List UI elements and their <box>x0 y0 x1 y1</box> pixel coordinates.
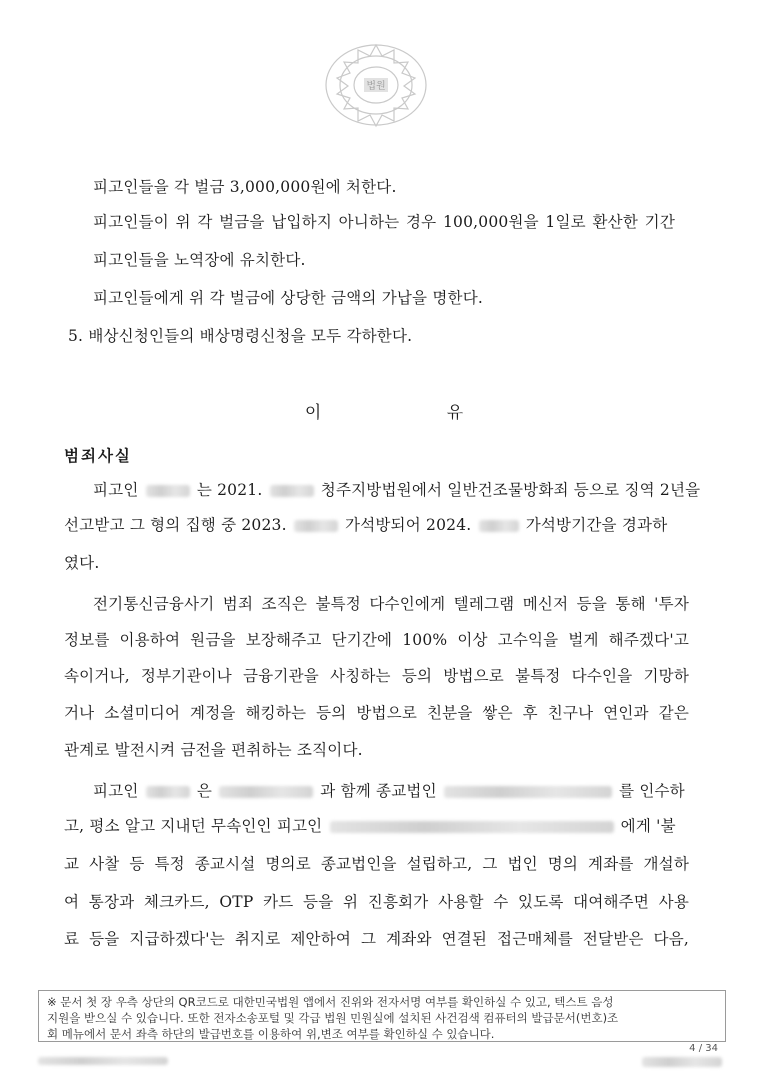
fact-line-3: 였다. <box>64 554 100 572</box>
redaction <box>444 786 612 798</box>
org-line: 거나 소셜미디어 계정을 해킹하는 등의 방법으로 친분을 쌓은 후 친구나 연인과 같은 <box>64 704 689 722</box>
act-line: 료 등을 지급하겠다'는 취지로 제안하여 그 계좌와 연결된 접근매체를 전달받은 다음, <box>64 930 689 948</box>
paragraph-line: 피고인들이 위 각 벌금을 납입하지 아니하는 경우 100,000원을 1일로 환산한 기간 <box>93 213 675 231</box>
redaction <box>330 821 614 833</box>
act-text: 피고인 <box>93 782 139 800</box>
act-line: 교 사찰 등 특정 종교시설 명의로 종교법인을 설립하고, 그 법인 명의 계좌를 개설하 <box>64 855 689 873</box>
seal-text: 법원 <box>366 81 386 92</box>
fact-text: 는 2021. <box>196 481 263 499</box>
fact-line-1 <box>93 480 700 500</box>
paragraph-line: 피고인들을 노역장에 유치한다. <box>93 251 306 269</box>
fact-text: 가석방기간을 경과하 <box>525 516 668 534</box>
act-text: 은 <box>196 782 212 800</box>
page-number: 4 / 34 <box>689 1043 718 1054</box>
paragraph-line: 5. 배상신청인들의 배상명령신청을 모두 각하한다. <box>68 327 413 345</box>
org-line: 전기통신금융사기 범죄 조직은 불특정 다수인에게 텔레그램 메신저 등을 통해 '투자 <box>93 595 689 613</box>
act-text: 고, 평소 알고 지내던 무속인인 피고인 <box>64 817 323 835</box>
footer-logo-redaction <box>642 1057 722 1067</box>
org-line: 정보를 이용하여 원금을 보장해주고 단기간에 100% 이상 고수익을 벌게 해주겠다'고 <box>64 631 689 649</box>
org-line: 속이거나, 정부기관이나 금융기관을 사칭하는 등의 방법으로 불특정 다수인을 기망하 <box>64 667 689 685</box>
act-text: 에게 '불 <box>620 817 676 835</box>
notice-line: ※ 문서 첫 장 우측 상단의 QR코드로 대한민국법원 앱에서 진위와 전자서명 여부를 확인하실 수 있고, 텍스트 음성 <box>47 995 614 1009</box>
paragraph-line: 피고인들을 각 벌금 3,000,000원에 처한다. <box>93 178 397 196</box>
act-text: 과 함께 종교법인 <box>320 782 437 800</box>
redaction <box>146 485 190 497</box>
notice-line: 지원을 받으실 수 있습니다. 또한 전자소송포털 및 각급 법원 민원실에 설치된 사건검색 컴퓨터의 발급문서(번호)조 <box>47 1011 619 1025</box>
act-line: 여 통장과 체크카드, OTP 카드 등을 위 진흥회가 사용할 수 있도록 대여해주면 사용 <box>64 893 689 911</box>
fact-text: 청주지방법원에서 일반건조물방화죄 등으로 징역 2년을 <box>320 481 701 499</box>
org-line: 관계로 발전시켜 금전을 편취하는 조직이다. <box>64 741 363 759</box>
redaction <box>479 520 519 532</box>
act-line-1 <box>93 781 685 801</box>
fact-text: 선고받고 그 형의 집행 중 2023. <box>64 516 287 534</box>
fact-text: 가석방되어 2024. <box>345 516 472 534</box>
redaction <box>146 786 190 798</box>
paragraph-line: 피고인들에게 위 각 벌금에 상당한 금액의 가납을 명한다. <box>93 289 483 307</box>
section-title: 범죄사실 <box>64 447 132 465</box>
redaction <box>219 786 313 798</box>
redaction <box>294 520 338 532</box>
fact-text: 피고인 <box>93 481 139 499</box>
notice-line: 회 메뉴에서 문서 좌측 하단의 발급번호를 이용하여 위,변조 여부를 확인하실 수 있습니다. <box>47 1027 495 1041</box>
verification-notice <box>38 990 726 1042</box>
redaction <box>270 485 314 497</box>
fact-line-2 <box>64 515 667 535</box>
court-seal-icon <box>322 42 430 128</box>
reasons-heading: 이 유 <box>304 403 524 423</box>
issue-number-redaction <box>38 1057 168 1065</box>
act-line-2 <box>64 816 676 836</box>
act-text: 를 인수하 <box>619 782 685 800</box>
